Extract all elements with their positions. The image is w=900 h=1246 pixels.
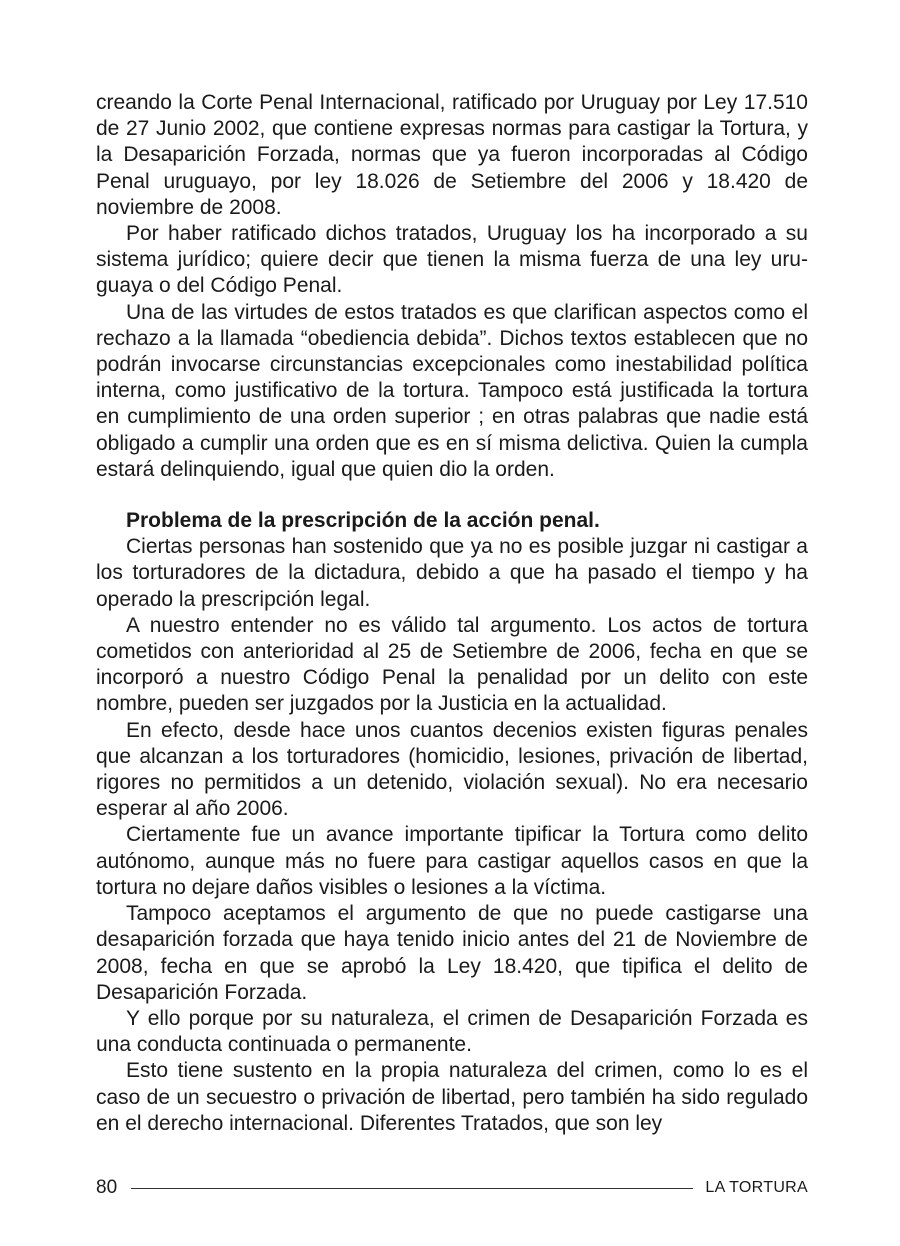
paragraph-4: Ciertas personas han sostenido que ya no es posible juzgar ni castigar a los torturadores de la dictadura, debido a que ha pasado el tiempo y ha operado la prescripción legal. [96,535,808,611]
running-title: LA TORTURA [705,1179,808,1196]
page-body [96,90,808,1137]
footer-divider [131,1188,693,1189]
paragraph-9: Y ello porque por su naturaleza, el crimen de Desaparición Forzada es una conducta continuada o permanente. [96,1006,808,1057]
paragraph-7: Ciertamente fue un avance importante tipificar la Tortura como delito autónomo, aunque más no fuere para castigar aquellos casos en que la tortura no dejare daños visibles o lesiones a la víctima. [96,823,808,899]
paragraph-2: Por haber ratificado dichos tratados, Uruguay los ha incorporado a su sistema jurídico; quiere decir que tienen la misma fuerza de una ley uruguaya o del Código Penal. [96,222,808,298]
page-footer [96,1176,808,1200]
paragraph-5: A nuestro entender no es válido tal argumento. Los actos de tortura cometidos con anterioridad al 25 de Setiembre de 2006, fecha en que se incorporó a nuestro Código Penal la penalidad por un delito con este nombre, pueden ser juzgados por la Justicia en la actualidad. [96,613,808,716]
paragraph-3: Una de las virtudes de estos tratados es que clarifican aspectos como el rechazo a la llamada “obediencia debida”. Dichos textos establecen que no podrán invocarse circunstancias excepcionales como inestabilidad política interna, como justificativo de la tortura. Tampoco está justificada la tortura en cumplimiento de una orden superior ; en otras palabras que nadie está obligado a cumplir una orden que es en sí misma delictiva. Quien la cumpla estará delinquiendo, igual que quien dio la orden. [96,300,808,481]
paragraph-1: creando la Corte Penal Internacional, ratificado por Uruguay por Ley 17.510 de 27 Junio 2002, que contiene expresas normas para castigar la Tortura, y la Desaparición Forzada, normas que ya fueron incorporadas al Código Penal uruguayo, por ley 18.026 de Setiembre del 2006 y 18.420 de noviembre de 2008. [96,91,808,219]
paragraph-6: En efecto, desde hace unos cuantos decenios existen figuras penales que alcanzan a los torturadores (homicidio, lesiones, privación de libertad, rigores no permitidos a un detenido, violación sexual). No era necesario esperar al año 2006. [96,718,808,821]
paragraph-10: Esto tiene sustento en la propia naturaleza del crimen, como lo es el caso de un secuestro o privación de libertad, pero también ha sido regulado en el derecho internacional. Diferentes Tratados, que son ley [96,1059,808,1135]
page-number: 80 [96,1177,118,1198]
section-heading: Problema de la prescripción de la acción penal. [126,509,600,533]
paragraph-8: Tampoco aceptamos el argumento de que no puede castigarse una desaparición forzada que haya tenido inicio antes del 21 de Noviembre de 2008, fecha en que se aprobó la Ley 18.420, que tipifica el delito de Desaparición Forzada. [96,902,808,1004]
